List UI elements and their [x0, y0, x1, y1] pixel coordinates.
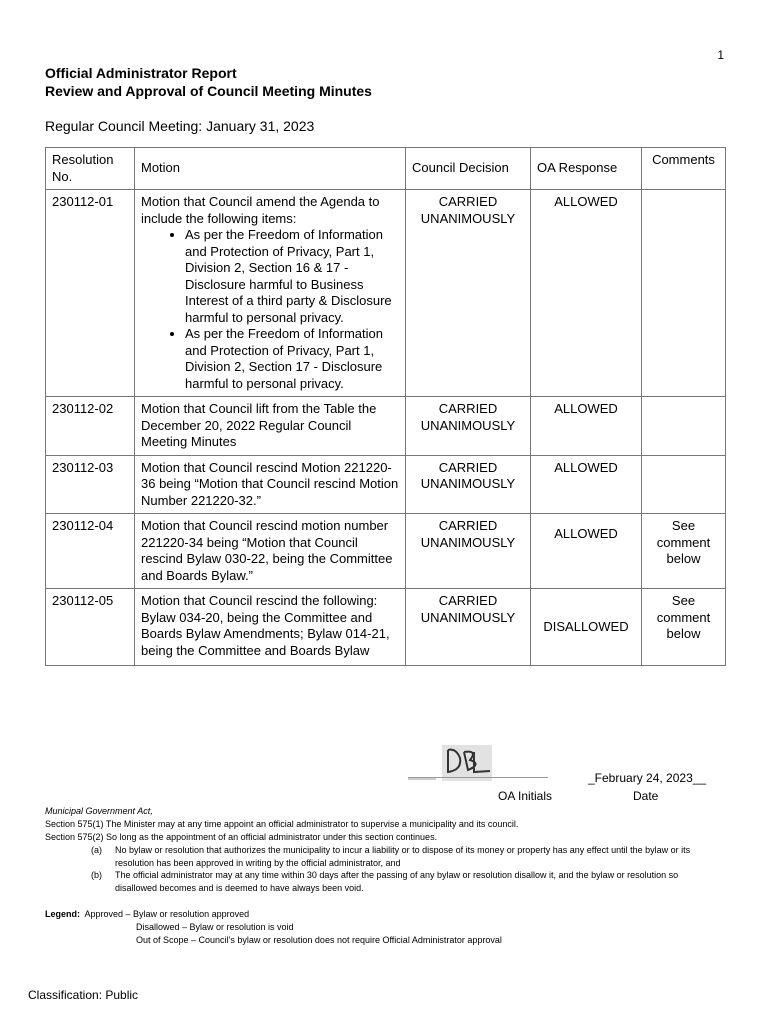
council-decision: CARRIED UNANIMOUSLY	[406, 190, 531, 397]
legend-label: Legend:	[45, 909, 80, 919]
header-motion: Motion	[135, 148, 406, 190]
report-title: Official Administrator Report	[45, 65, 237, 81]
council-decision: CARRIED UNANIMOUSLY	[406, 514, 531, 589]
section-575-1: Section 575(1) The Minister may at any time appoint an official administrator to supervise a municipality and its council.	[45, 819, 519, 829]
meeting-heading: Regular Council Meeting: January 31, 2023	[45, 118, 315, 134]
date-label: Date	[633, 789, 659, 803]
table-header-row	[46, 148, 726, 190]
resolution-number: 230112-02	[46, 397, 135, 456]
table-row	[46, 455, 726, 514]
motion-bullet-list	[141, 227, 399, 392]
legend-approved: Approved – Bylaw or resolution approved	[84, 909, 250, 919]
motion-cell: Motion that Council rescind motion number 221220-34 being “Motion that Council rescind Bylaw 030-22, being the Committee and Boards Bylaw.”	[135, 514, 406, 589]
legend-disallowed: Disallowed – Bylaw or resolution is void	[136, 922, 294, 932]
header-decision: Council Decision	[406, 148, 531, 190]
table-row	[46, 514, 726, 589]
comments-cell: See comment below	[642, 514, 726, 589]
resolution-number: 230112-01	[46, 190, 135, 397]
clause-a-text: No bylaw or resolution that authorizes the municipality to incur a liability or to dispose of its money or property has any effect until the bylaw or its resolution has been approved in writing by the official administrator, and	[115, 845, 691, 868]
clause-a	[91, 844, 716, 869]
clause-b	[91, 869, 716, 894]
motion-intro: Motion that Council amend the Agenda to include the following items:	[141, 194, 380, 226]
header-comments: Comments	[642, 148, 726, 190]
council-decision: CARRIED UNANIMOUSLY	[406, 397, 531, 456]
clause-a-label: (a)	[91, 845, 102, 855]
signature-date: _February 24, 2023__	[588, 771, 707, 785]
motion-bullet: • As per the Freedom of Information and Protection of Privacy, Part 1, Division 2, Section 16 & 17 - Disclosure harmful to Business Interest of a third party & Disclosure harmful to personal privacy.	[185, 227, 399, 326]
oa-response: ALLOWED	[531, 514, 642, 589]
report-subtitle: Review and Approval of Council Meeting Minutes	[45, 83, 372, 99]
motion-cell: Motion that Council rescind the following: Bylaw 034-20, being the Committee and Boards Bylaw Amendments; Bylaw 014-21, being the Committee and Boards Bylaw	[135, 589, 406, 666]
resolution-number: 230112-05	[46, 589, 135, 666]
oa-response: DISALLOWED	[531, 589, 642, 666]
oa-response: ALLOWED	[531, 455, 642, 514]
comments-cell	[642, 455, 726, 514]
initials-line	[408, 777, 548, 778]
resolution-number: 230112-04	[46, 514, 135, 589]
motion-cell	[135, 190, 406, 397]
comments-cell	[642, 397, 726, 456]
table-row	[46, 589, 726, 666]
classification-label: Classification: Public	[28, 988, 139, 1002]
legend-out-of-scope: Out of Scope – Council’s bylaw or resolution does not require Official Administrator approval	[136, 935, 502, 945]
clause-b-text: The official administrator may at any time within 30 days after the passing of any bylaw or resolution disallow it, and the bylaw or resolution so disallowed becomes and is deemed to have always been void.	[115, 870, 679, 893]
comments-cell	[642, 190, 726, 397]
table-row	[46, 190, 726, 397]
header-response: OA Response	[531, 148, 642, 190]
motion-cell: Motion that Council lift from the Table the December 20, 2022 Regular Council Meeting Minutes	[135, 397, 406, 456]
council-decision: CARRIED UNANIMOUSLY	[406, 589, 531, 666]
oa-response: ALLOWED	[531, 190, 642, 397]
oa-initials-label: OA Initials	[498, 789, 553, 803]
table-row	[46, 397, 726, 456]
resolution-number: 230112-03	[46, 455, 135, 514]
header-resolution: Resolution No.	[46, 148, 135, 190]
motion-bullet: • As per the Freedom of Information and Protection of Privacy, Part 1, Division 2, Section 17 - Disclosure harmful to personal privacy.	[185, 326, 399, 392]
council-decision: CARRIED UNANIMOUSLY	[406, 455, 531, 514]
motion-cell: Motion that Council rescind Motion 221220-36 being “Motion that Council rescind Motion Number 221220-32.”	[135, 455, 406, 514]
page-number: 1	[717, 48, 724, 62]
legend	[45, 908, 249, 921]
oa-response: ALLOWED	[531, 397, 642, 456]
resolutions-table	[45, 147, 726, 666]
act-title: Municipal Government Act,	[45, 806, 153, 816]
section-575-2: Section 575(2) So long as the appointment of an official administrator under this section continues.	[45, 832, 438, 842]
comments-cell: See comment below	[642, 589, 726, 666]
clause-b-label: (b)	[91, 870, 102, 880]
